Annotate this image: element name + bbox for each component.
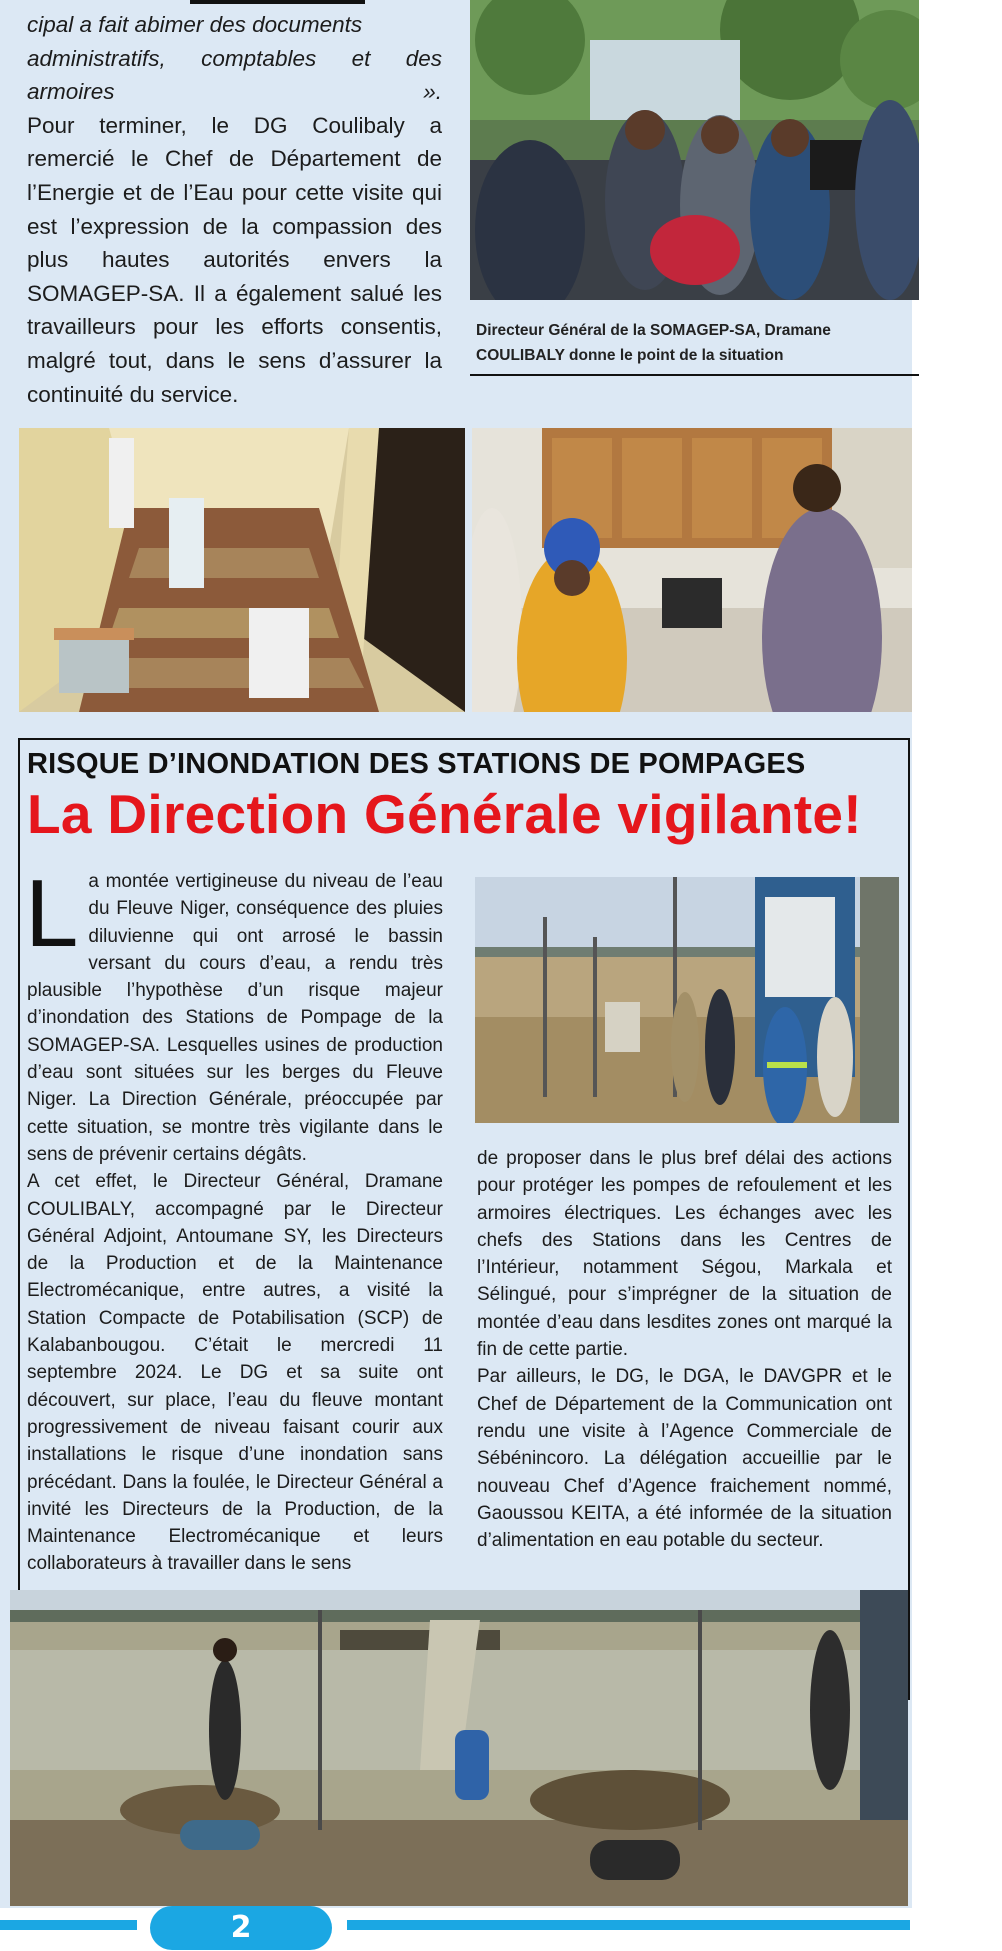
right-margin xyxy=(912,0,1002,1951)
page-number: 2 xyxy=(150,1906,332,1950)
article-paragraph: A cet effet, le Directeur Général, Dramane COULIBALY, accompagné par le Directeur Général Adjoint, Antoumane SY, les Directeurs de la Production et de la Maintenance Electromécanique, entre autres, a visité la Station Compacte de Potabilisation (SCP) de Kalabanbougou. C’était le mercredi 11 septembre 2024. Le DG et sa suite ont découvert, sur place, l’eau du fleuve montant progressivement de niveau faisant courir aux installations le risque d’une inondation sans précédant. Dans la foulée, le Directeur Général a invité les Directeurs de la Production, de la Maintenance Electromécanique et leurs collaborateurs à travailler dans le sens xyxy=(27,1171,443,1575)
closing-paragraph: Pour terminer, le DG Coulibaly a remercié le Chef de Département de l’Energie et de l’Eau pour cette visite qui est l’expression de la compassion des plus hautes autorités envers la SOMAGEP-SA. Il a également salué les travailleurs pour les efforts consentis, malgré tout, dans le sens d’assurer la continuité du service. xyxy=(27,112,442,407)
italic-line: cipal a fait abimer des documents xyxy=(27,12,363,37)
article-kicker: RISQUE D’INONDATION DES STATIONS DE POMPAGES xyxy=(27,748,806,780)
article-paragraph: Par ailleurs, le DG, le DGA, le DAVGPR et le Chef de Département de la Communication ont rendu une visite à l’Agence Commerciale de Sébénincoro. La délégation accueillie par le nouveau Chef d’Agence fraichement nommé, Gaoussou KEITA, a été informée de la situation d’alimentation en eau potable du secteur. xyxy=(477,1366,892,1552)
footer-rule-right xyxy=(347,1920,910,1930)
top-article-text xyxy=(27,8,442,411)
corridor-photo xyxy=(19,428,465,712)
press-photo xyxy=(470,0,919,300)
footer-rule-left xyxy=(0,1920,137,1930)
italic-line: armoires ». xyxy=(27,79,442,105)
article-paragraph: de proposer dans le plus bref délai des actions pour protéger les pompes de refoulement et les armoires électriques. Les échanges avec les chefs des Stations dans les Centres de l’Intérieur, notamment Ségou, Markala et Sélingué, pour s’imprégner de la situation de montée d’eau dans lesdites zones ont marqué la fin de cette partie. xyxy=(477,1148,892,1361)
article-paragraph: a montée vertigineuse du niveau de l’eau du Fleuve Niger, conséquence des pluies diluvienne qui ont arrosé le bassin versant du cours d’eau, a rendu très plausible l’hypothèse d’un risque majeur d’inondation des Stations de Pompage de la SOMAGEP-SA. Lesquelles usines de production d’eau sont situées sur les berges du Fleuve Niger. La Direction Générale, préoccupée par cette situation, se montre très vigilante dans le sens de prévenir certains dégâts. xyxy=(27,871,443,1165)
drop-cap: L xyxy=(25,860,79,967)
office-photo xyxy=(472,428,912,712)
top-rule xyxy=(190,0,365,4)
flooded-river-photo xyxy=(10,1590,908,1906)
article-headline: La Direction Générale vigilante! xyxy=(27,783,862,845)
caption-rule xyxy=(470,374,919,376)
station-photo xyxy=(475,877,899,1123)
photo-caption: Directeur Général de la SOMAGEP-SA, Dramane COULIBALY donne le point de la situation xyxy=(476,322,831,364)
article-column-2 xyxy=(477,1145,892,1554)
italic-line: administratifs, comptables et des xyxy=(27,45,442,71)
article-column-1 xyxy=(25,860,443,1578)
